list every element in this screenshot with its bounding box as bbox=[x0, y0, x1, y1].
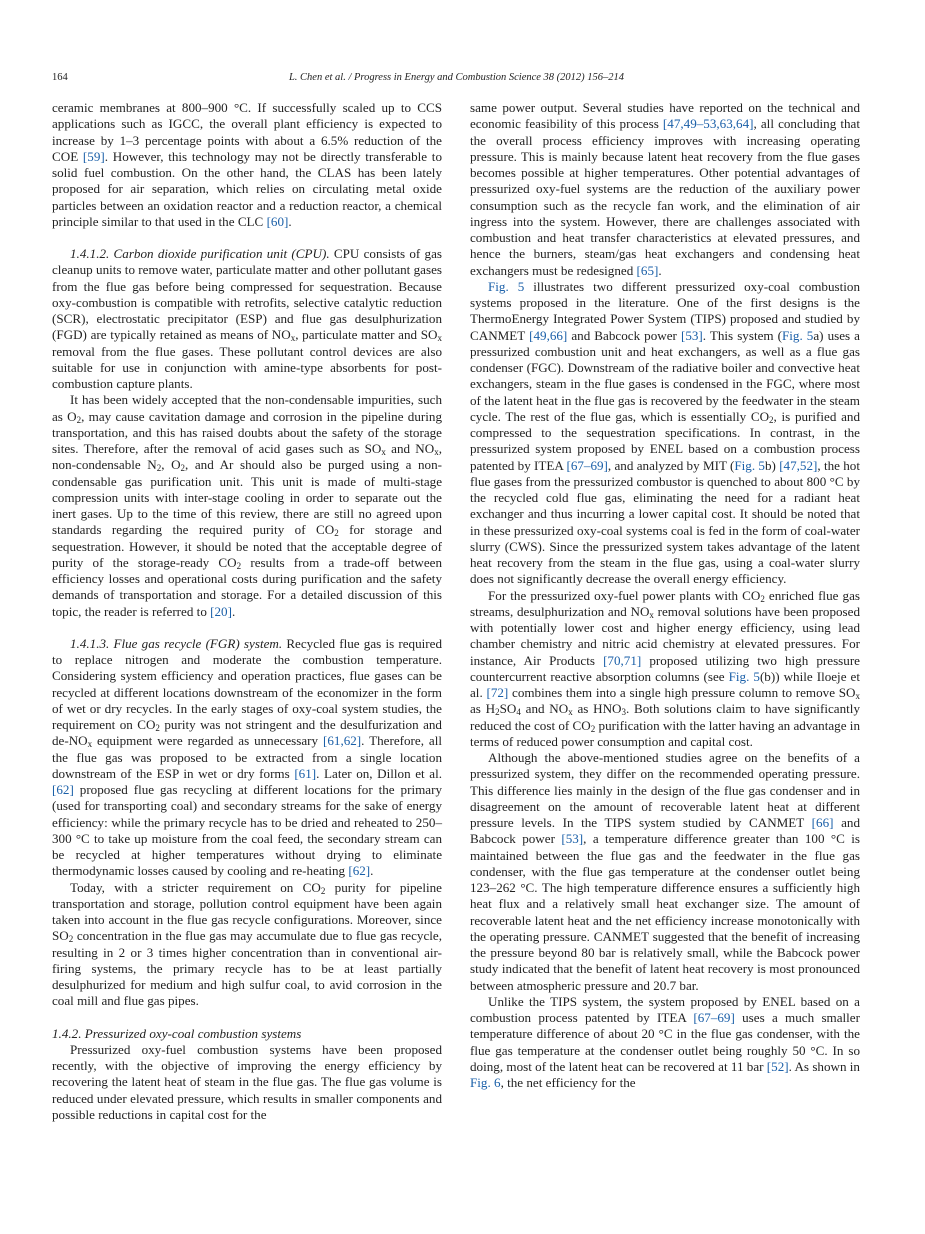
citation-link[interactable]: [67–69] bbox=[693, 1010, 735, 1025]
citation-link[interactable]: [20] bbox=[210, 603, 232, 619]
citation-link[interactable]: [61] bbox=[294, 765, 317, 781]
figure-link[interactable]: Fig. 5 bbox=[728, 668, 760, 684]
citation-link[interactable]: [53] bbox=[561, 831, 584, 847]
paragraph: Pressurized oxy-fuel combustion systems have been proposed recently, with the objective of improving the energy efficiency by recovering the latent heat of steam in the flue gas. The flue gas volume is reduced under elevated pressure, which results in smaller components and possible reductions in capital cost for the bbox=[52, 1041, 442, 1122]
section-fgr: 1.4.1.3. Flue gas recycle (FGR) system. Recycled flue gas is required to replace nitrogen and moderate the combustion temperature. Considering system efficiency and operation practices, flue gases can be recycled at different locations downstream of the economizer in the form of wet or dry recycles. In the early stages of oxy-coal system studies, the requirement on $CO_2$ purity was not stringent and the desulfurization and $de-NO_x$ equipment were regarded as unnecessary [61,62]. Therefore, all the flue gas was proposed to be extracted from a single location downstream of the ESP in wet or dry forms [61]. Later on, Dillon et al. [62] proposed flue gas recycling at different locations for the primary (used for transporting coal) and secondary streams for the sake of energy efficiency: while the primary recycle has to be dried and reheated to 250–300 °C to take up moisture from the coal feed, the secondary stream can be recycled at higher temperatures without drying to eliminate thermodynamic losses caused by cooling and re-heating [62]. bbox=[52, 635, 442, 879]
citation-link[interactable]: [53] bbox=[680, 327, 703, 343]
paragraph: ceramic membranes at 800–900 °C. If successfully scaled up to CCS applications such as IGCC, the overall plant efficiency is expected to increase by 1–3 percentage points with about a 6.5% reduction of the COE [59]. However, this technology may not be directly transferable to solid fuel combustion. On the other hand, the CLAS has been lately proposed for air separation, which relies on circulating metal oxide particles between an oxidation reactor and a reduction reactor, a chemical principle similar to that used in the CLC [60]. bbox=[52, 100, 442, 229]
figure-link[interactable]: Fig. 5 bbox=[734, 457, 765, 473]
section-heading: 1.4.2. Pressurized oxy-coal combustion systems bbox=[52, 1025, 302, 1041]
citation-link[interactable]: [52] bbox=[766, 1058, 789, 1074]
paragraph: Today, with a stricter requirement on $CO_2$ purity for pipeline transportation and storage, pollution control equipment have been again taken into account in the flue gas recycle configurations. Moreover, since $SO_2$ concentration in the flue gas may accumulate due to flue gas recycle, resulting in 2 or 3 times higher concentration than in conventional air-firing systems, the primary recycle has to be at least partially desulphurized for medium and high sulfur coal, to avid corrosion in the coal mill and flue gas pipes. bbox=[52, 879, 442, 1009]
figure-link[interactable]: Fig. 5 bbox=[488, 278, 525, 294]
citation-link[interactable]: [47,49–53,63,64] bbox=[662, 116, 754, 132]
journal-citation: L. Chen et al. / Progress in Energy and Combustion Science 38 (2012) 156–214 bbox=[288, 72, 625, 83]
citation-link[interactable]: [67–69] bbox=[566, 457, 608, 473]
paragraph: For the pressurized oxy-fuel power plants with $CO_2$ enriched flue gas streams, desulphurization and $NO_x$ removal solutions have been proposed with potentially lower cost and higher energy efficiency, using lead chamber chemistry and nitric acid chemistry at elevated pressures. For instance, Air Products [70,71] proposed utilizing two high pressure countercurrent reactive absorption columns (see Fig. 5(b)) while Iloeje et al. [72] combines them into a single high pressure column to remove $SO_x$ as $H_2SO_4$ and $NO_x$ as $HNO_3$. Both solutions claim to have significantly reduced the cost of $CO_2$ purification with the latter having an advantage in terms of reduced power consumption and capital cost. bbox=[470, 587, 860, 749]
citation-link[interactable]: [72] bbox=[486, 685, 509, 700]
section-heading: 1.4.1.2. Carbon dioxide purification unit (CPU). bbox=[70, 246, 330, 261]
section-heading: 1.4.1.3. Flue gas recycle (FGR) system. bbox=[70, 635, 283, 651]
running-header bbox=[52, 72, 861, 88]
section-cpu: 1.4.1.2. Carbon dioxide purification unit (CPU). CPU consists of gas cleanup units to remove water, particulate matter and other pollutant gases from the flue gas before being compressed for sequestration. Because oxy-combustion is compatible with retrofits, selective catalytic reduction (SCR), electrostatic precipitator (ESP) and flue gas desulphurization (FGD) are typically retained as means of $NO_x$, particulate matter and $SO_x$ removal from the flue gases. These pollutant control devices are also suitable for use in conjunction with amine-type absorbents for post-combustion capture plants. bbox=[52, 246, 442, 391]
citation-link[interactable]: [62] bbox=[348, 863, 371, 879]
citation-link[interactable]: [65] bbox=[636, 262, 659, 278]
left-column bbox=[52, 100, 442, 1123]
figure-link[interactable]: Fig. 5 bbox=[782, 327, 814, 343]
paragraph: Fig. 5 illustrates two different pressurized oxy-coal combustion systems proposed in the literature. One of the first designs is the ThermoEnergy Integrated Power System (TIPS) proposed and studied by CANMET [49,66] and Babcock power [53]. This system (Fig. 5a) uses a pressurized combustion unit and heat exchangers, as well as a flue gas condenser (FGC). Downstream of the radiative boiler and convective heat exchangers, steam in the flue gases is condensed in the FGC, where most of the latent heat in the flue gas is recovered by the feedwater in the steam cycle. The rest of the flue gas, which is essentially $CO_2$, is purified and compressed to the sequestration specifications. In contrast, in the pressurized system proposed by ENEL based on a combustion process patented by ITEA [67–69], and analyzed by MIT (Fig. 5b) [47,52], the hot flue gases from the pressurized combustor is quenched to about 800 °C by the recycled cold flue gas, eliminating the need for a radiant heat exchanger and thus incurring a lower capital cost. It should be noted that in these pressurized oxy-coal systems coal is fed in the form of coal-water slurry (CWS). Since the pressurized system takes advantage of the latent heat recovery from the steam in the flue gas, using a coal-water slurry does not significantly decrease the overall energy efficiency. bbox=[470, 278, 860, 587]
paragraph: Although the above-mentioned studies agree on the benefits of a pressurized system, they differ on the recommended operating pressure. This difference lies mainly in the design of the flue gas condenser and in disagreement on the amount of recoverable latent heat at different pressure levels. In the TIPS system studied by CANMET [66] and Babcock power [53], a temperature difference greater than 100 °C is maintained between the flue gas and the feedwater in the flue gas condenser, with the flue gas temperature at the condenser outlet being 123–262 °C. The high temperature difference ensures a sufficiently high heat flux and a relatively small heat exchanger size. The amount of recoverable latent heat and the net efficiency increase monotonically with the operating pressure. CANMET suggested that the benefit of increasing the pressure beyond 80 bar is relatively small, while the Babcock power study indicated that the benefit of latent heat recovery is most pronounced between atmospheric pressure and 20.7 bar. bbox=[470, 750, 860, 993]
citation-link[interactable]: [47,52] bbox=[779, 457, 818, 473]
page-number: 164 bbox=[52, 72, 68, 83]
citation-link[interactable]: [60] bbox=[266, 213, 289, 229]
citation-link[interactable]: [59] bbox=[82, 148, 105, 164]
citation-link[interactable]: [66] bbox=[811, 815, 834, 830]
citation-link[interactable]: [70,71] bbox=[603, 652, 642, 668]
paragraph: It has been widely accepted that the non-condensable impurities, such as $O_2$, may cause cavitation damage and corrosion in the pipeline during transportation, and this has raised doubts about the safety of the storage sites. Therefore, after the removal of acid gases such as $SO_x$ and $NO_x$, non-condensable $N_2$, $O_2$, and Ar should also be purged using a non-condensable gas purification unit. This unit is made of multi-stage compression units with inter-stage cooling in order to separate out the inert gases. Up to the time of this review, there are still no agreed upon standards regarding the required purity of $CO_2$ for storage and sequestration. However, it should be noted that the acceptable degree of purity of the storage-ready $CO_2$ results from a trade-off between efficiency losses and operational costs during purification and the safety demands of transportation and storage. For a detailed discussion of this topic, the reader is referred to [20]. bbox=[52, 392, 443, 619]
figure-link[interactable]: Fig. 6 bbox=[470, 1075, 501, 1090]
citation-link[interactable]: [49,66] bbox=[529, 327, 568, 343]
paragraph: Unlike the TIPS system, the system proposed by ENEL based on a combustion process patented by ITEA [67–69] uses a much smaller temperature difference of about 20 °C in the flue gas condenser, with the flue gas temperature at the condenser outlet being roughly 50 °C. In so doing, most of the latent heat can be recovered at 11 bar [52]. As shown in Fig. 6, the net efficiency for the bbox=[470, 993, 860, 1090]
right-column bbox=[470, 100, 860, 1091]
citation-link[interactable]: [62] bbox=[52, 782, 74, 797]
citation-link[interactable]: [61,62] bbox=[322, 733, 362, 749]
paragraph: same power output. Several studies have reported on the technical and economic feasibility of this process [47,49–53,63,64], all concluding that the overall process efficiency improves with increasing operating pressure. This is mainly because latent heat recovery from the flue gases becomes possible at higher temperatures. Other potential advantages of pressurized oxy-fuel systems are the reduction of the auxiliary power consumption such as the recycle fan work, and the elimination of air ingress into the system. However, there are challenges associated with combustion and heat transfer characteristics at elevated pressures, and hence the burners, steam/gas heat exchangers and condensing heat exchangers must be redesigned [65]. bbox=[470, 100, 860, 278]
